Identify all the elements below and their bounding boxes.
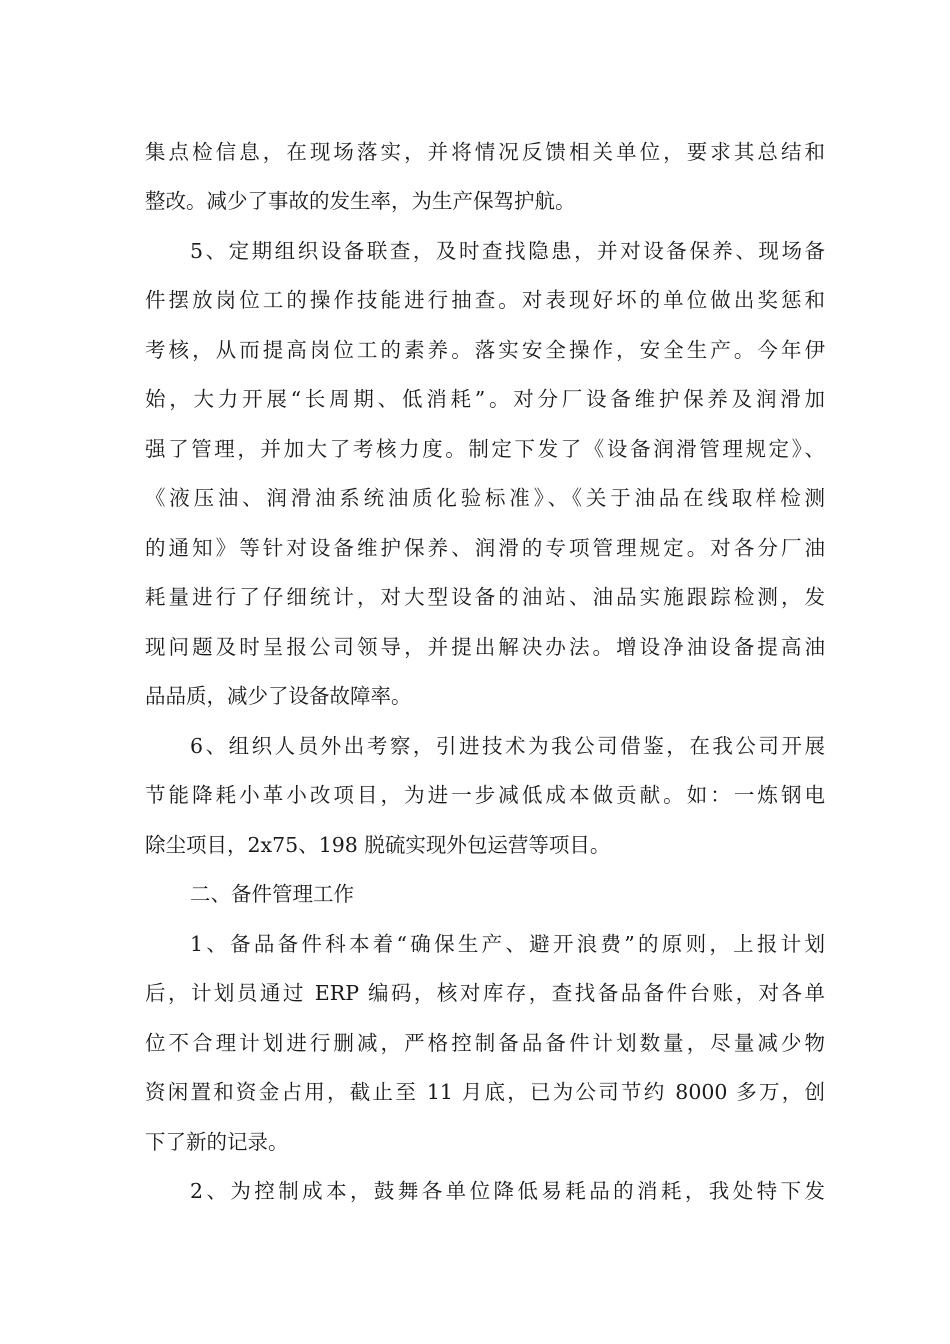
text-line-18: 后，计划员通过 ERP 编码，核对库存，查找备品备件台账，对各单 [145, 981, 825, 1005]
text-line-4: 件摆放岗位工的操作技能进行抽查。对表现好坏的单位做出奖惩和 [145, 288, 825, 312]
text-line-2: 整改。减少了事故的发生率，为生产保驾护航。 [145, 189, 576, 213]
text-line-5: 考核，从而提高岗位工的素养。落实安全操作，安全生产。今年伊 [145, 338, 825, 362]
text-line-11: 现问题及时呈报公司领导，并提出解决办法。增设净油设备提高油 [145, 635, 825, 659]
text-line-20: 资闲置和资金占用，截止至 11 月底，已为公司节约 8000 多万，创 [145, 1080, 825, 1104]
section-heading: 二、备件管理工作 [190, 882, 354, 906]
text-line-1: 集点检信息，在现场落实，并将情况反馈相关单位，要求其总结和 [145, 140, 825, 164]
text-line-14: 节能降耗小革小改项目，为进一步减低成本做贡献。如：一炼钢电 [145, 783, 825, 807]
text-line-21: 下了新的记录。 [145, 1130, 289, 1154]
text-line-7: 强了管理，并加大了考核力度。制定下发了《设备润滑管理规定》、 [145, 437, 825, 461]
paragraph-5-start: 5、定期组织设备联查，及时查找隐患，并对设备保养、现场备 [190, 239, 825, 263]
paragraph-2-start: 2、为控制成本，鼓舞各单位降低易耗品的消耗，我处特下发 [190, 1179, 825, 1203]
text-line-19: 位不合理计划进行删减，严格控制备品备件计划数量，尽量减少物 [145, 1031, 825, 1055]
text-line-9: 的通知》等针对设备维护保养、润滑的专项管理规定。对各分厂油 [145, 536, 825, 560]
paragraph-6-start: 6、组织人员外出考察，引进技术为我公司借鉴，在我公司开展 [190, 734, 825, 758]
text-line-6: 始，大力开展“长周期、低消耗”。对分厂设备维护保养及润滑加 [145, 387, 825, 411]
text-line-12: 品品质，减少了设备故障率。 [145, 684, 412, 708]
text-line-8: 《液压油、润滑油系统油质化验标准》、《关于油品在线取样检测 [145, 486, 825, 510]
text-line-15: 除尘项目，2x75、198 脱硫实现外包运营等项目。 [145, 833, 611, 857]
paragraph-1-start: 1、备品备件科本着“确保生产、避开浪费”的原则，上报计划 [190, 932, 825, 956]
text-line-10: 耗量进行了仔细统计，对大型设备的油站、油品实施跟踪检测，发 [145, 585, 825, 609]
